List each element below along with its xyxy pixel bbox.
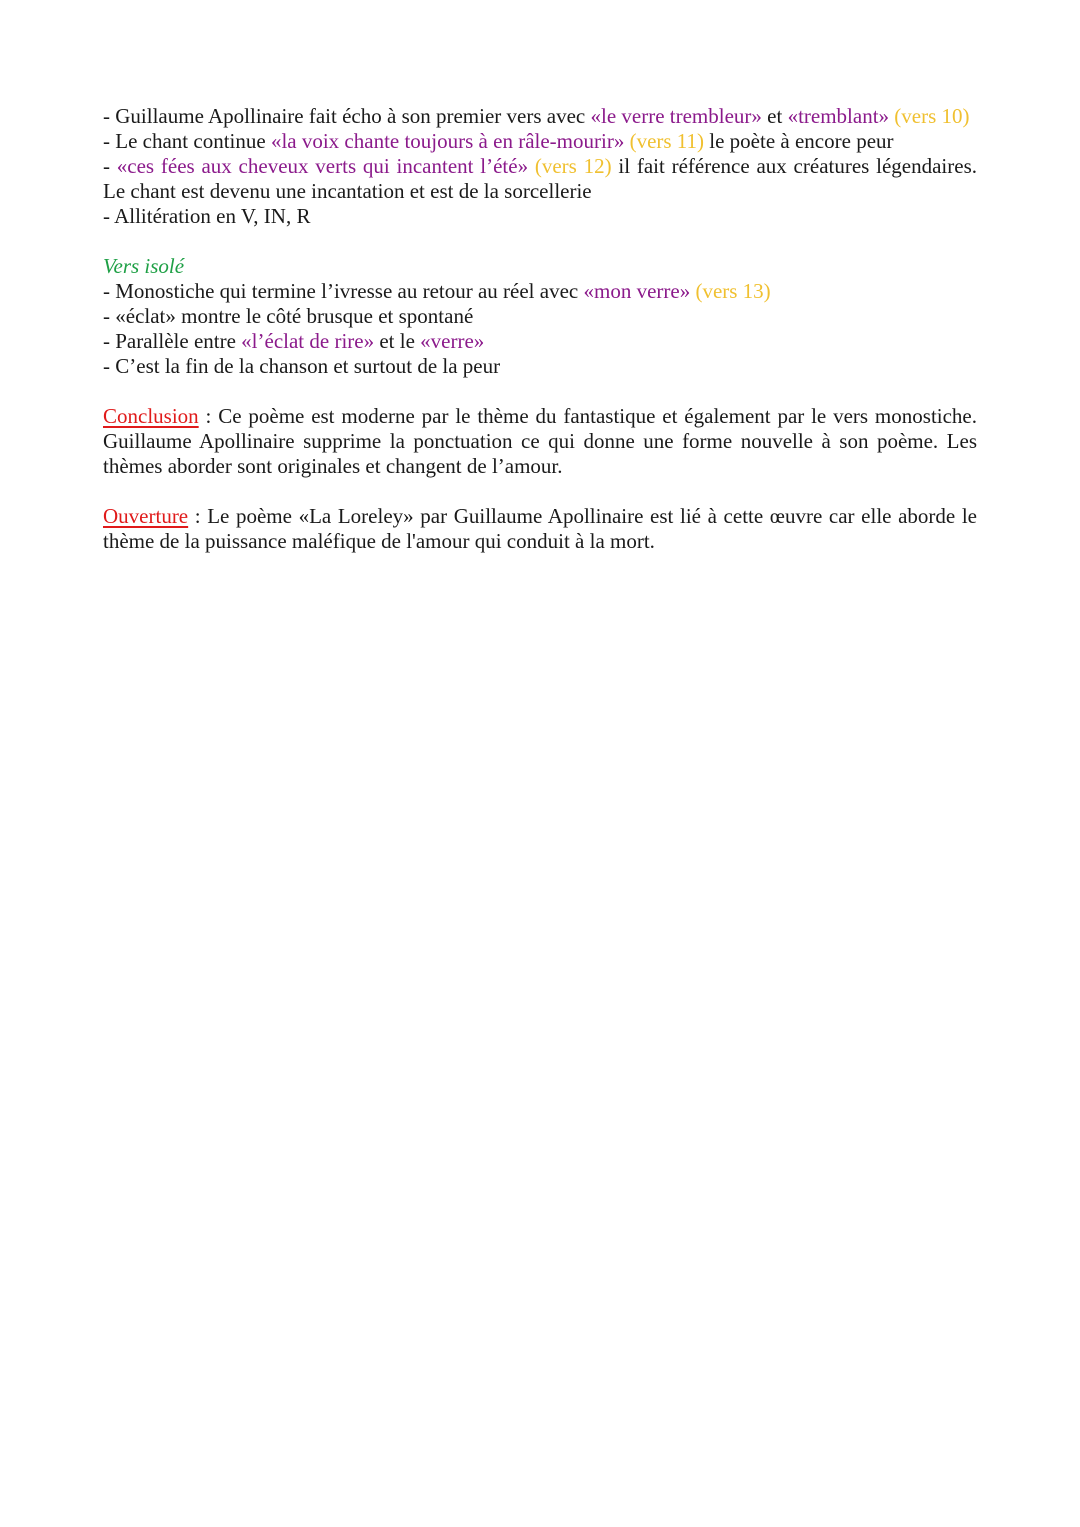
text: - Monostiche qui termine l’ivresse au retour au réel avec	[103, 279, 584, 303]
bullet-parallele	[103, 329, 977, 354]
verse-ref: (vers 11)	[624, 129, 705, 153]
text: - Parallèle entre	[103, 329, 242, 353]
text: -	[103, 154, 117, 178]
bullet-monostiche	[103, 279, 977, 304]
ouverture-label: Ouverture	[103, 504, 189, 528]
bullet-fin: - C’est la fin de la chanson et surtout de la peur	[103, 354, 501, 378]
verse-ref: (vers 10)	[889, 104, 970, 128]
text: il fait référence aux créatures légendaires. Le chant est devenu une incantation et est de la sorcellerie	[103, 154, 977, 203]
ouverture-text: : Le poème «La Loreley» par Guillaume Apollinaire est lié à cette œuvre car elle aborde le thème de la puissance maléfique de l'amour qui conduit à la mort.	[103, 504, 977, 553]
quote: «tremblant»	[787, 104, 890, 128]
ouverture-paragraph	[103, 504, 977, 554]
conclusion-text: : Ce poème est moderne par le thème du fantastique et également par le vers monostiche. Guillaume Apollinaire supprime la ponctuation ce qui donne une forme nouvelle à son poème. Les thèmes aborder sont originales et changent de l’amour.	[103, 404, 977, 478]
conclusion-label: Conclusion	[103, 404, 199, 428]
quote: «la voix chante toujours à en râle-mourir»	[270, 129, 625, 153]
quote: «le verre trembleur»	[590, 104, 762, 128]
spacer	[103, 229, 977, 254]
quote: «verre»	[420, 329, 485, 353]
text: - Le chant continue	[103, 129, 271, 153]
bullet-alliteration: - Allitération en V, IN, R	[103, 204, 311, 228]
spacer	[103, 479, 977, 504]
subheading-vers-isole: Vers isolé	[103, 254, 185, 278]
quote: «l’éclat de rire»	[241, 329, 375, 353]
conclusion-paragraph	[103, 404, 977, 479]
verse-ref: (vers 13)	[690, 279, 771, 303]
spacer	[103, 379, 977, 404]
verse-ref: (vers 12)	[528, 154, 612, 178]
bullet-chant	[103, 129, 977, 154]
bullet-echo	[103, 104, 977, 129]
text: et	[761, 104, 788, 128]
quote: «mon verre»	[583, 279, 691, 303]
text: et le	[374, 329, 421, 353]
text: le poète à encore peur	[704, 129, 894, 153]
document-page	[103, 104, 977, 554]
text: - Guillaume Apollinaire fait écho à son premier vers avec	[103, 104, 591, 128]
bullet-eclat: - «éclat» montre le côté brusque et spontané	[103, 304, 474, 328]
bullet-fees	[103, 154, 977, 204]
quote: «ces fées aux cheveux verts qui incantent l’été»	[116, 154, 529, 178]
